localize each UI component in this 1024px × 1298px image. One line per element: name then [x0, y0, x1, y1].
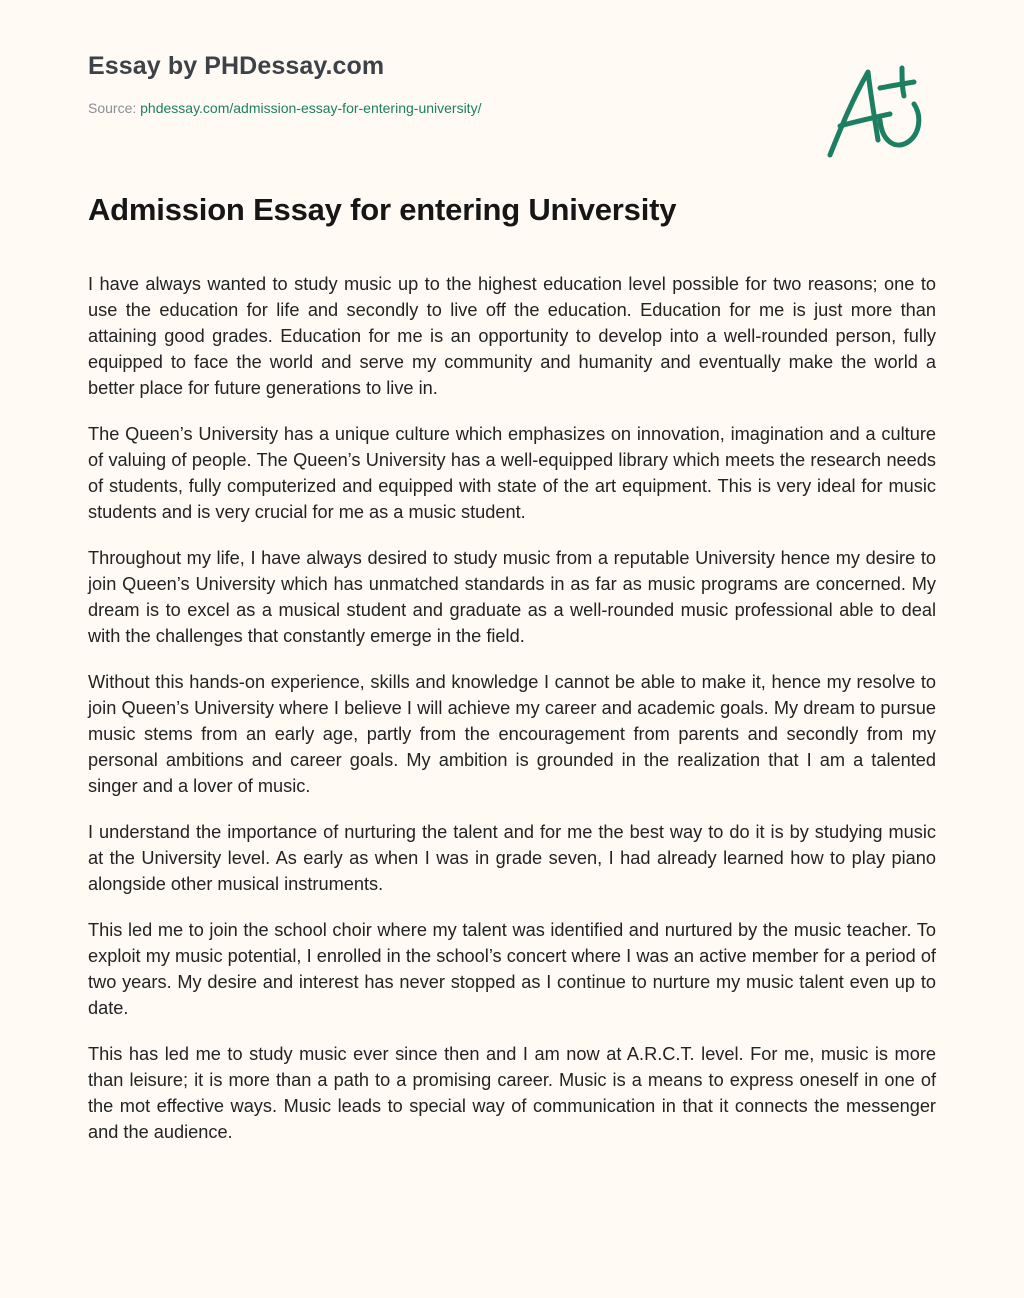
site-title: Essay by PHDessay.com [88, 52, 385, 80]
essay-paragraph: The Queen’s University has a unique culture which emphasizes on innovation, imagination and a culture of valuing of people. The Queen’s University has a well-equipped library which meets the research needs of students, fully computerized and equipped with state of the art equipment. This is very ideal for music students and is very crucial for me as a music student. [88, 424, 936, 522]
essay-paragraph: Throughout my life, I have always desired to study music from a reputable University hence my desire to join Queen’s University which has unmatched standards in as far as music programs are concerned. My dream is to excel as a musical student and graduate as a well-rounded music professional able to deal with the challenges that constantly emerge in the field. [88, 548, 936, 646]
site-header [88, 48, 788, 118]
essay-paragraph: I have always wanted to study music up to the highest education level possible for two reasons; one to use the education for life and secondly to live off the education. Education for me is just more than attaining good grades. Education for me is an opportunity to develop into a well-rounded person, fully equipped to face the world and serve my community and humanity and eventually make the world a better place for future generations to live in. [88, 274, 936, 398]
essay-paragraph: I understand the importance of nurturing the talent and for me the best way to do it is by studying music at the University level. As early as when I was in grade seven, I had already learned how to play piano alongside other musical instruments. [88, 822, 936, 894]
essay-paragraph: Without this hands-on experience, skills and knowledge I cannot be able to make it, hence my resolve to join Queen’s University where I believe I will achieve my career and academic goals. My dream to pursue music stems from an early age, partly from the encouragement from parents and secondly from my personal ambitions and career goals. My ambition is grounded in the realization that I am a talented singer and a lover of music. [88, 672, 936, 796]
essay-title: Admission Essay for entering University [88, 192, 677, 227]
essay-body [88, 271, 936, 1165]
a-plus-grade-icon [818, 60, 938, 165]
essay-paragraph: This has led me to study music ever since then and I am now at A.R.C.T. level. For me, music is more than leisure; it is more than a path to a promising career. Music is a means to express oneself in one of the mot effective ways. Music leads to special way of communication in that it connects the messenger and the audience. [88, 1044, 936, 1142]
source-link[interactable]: phdessay.com/admission-essay-for-entering-university/ [140, 100, 482, 116]
source-line [88, 98, 788, 118]
essay-paragraph: This led me to join the school choir where my talent was identified and nurtured by the music teacher. To exploit my music potential, I enrolled in the school’s concert where I was an active member for a period of two years. My desire and interest has never stopped as I continue to nurture my music talent even up to date. [88, 920, 936, 1018]
source-label: Source: [88, 100, 137, 116]
